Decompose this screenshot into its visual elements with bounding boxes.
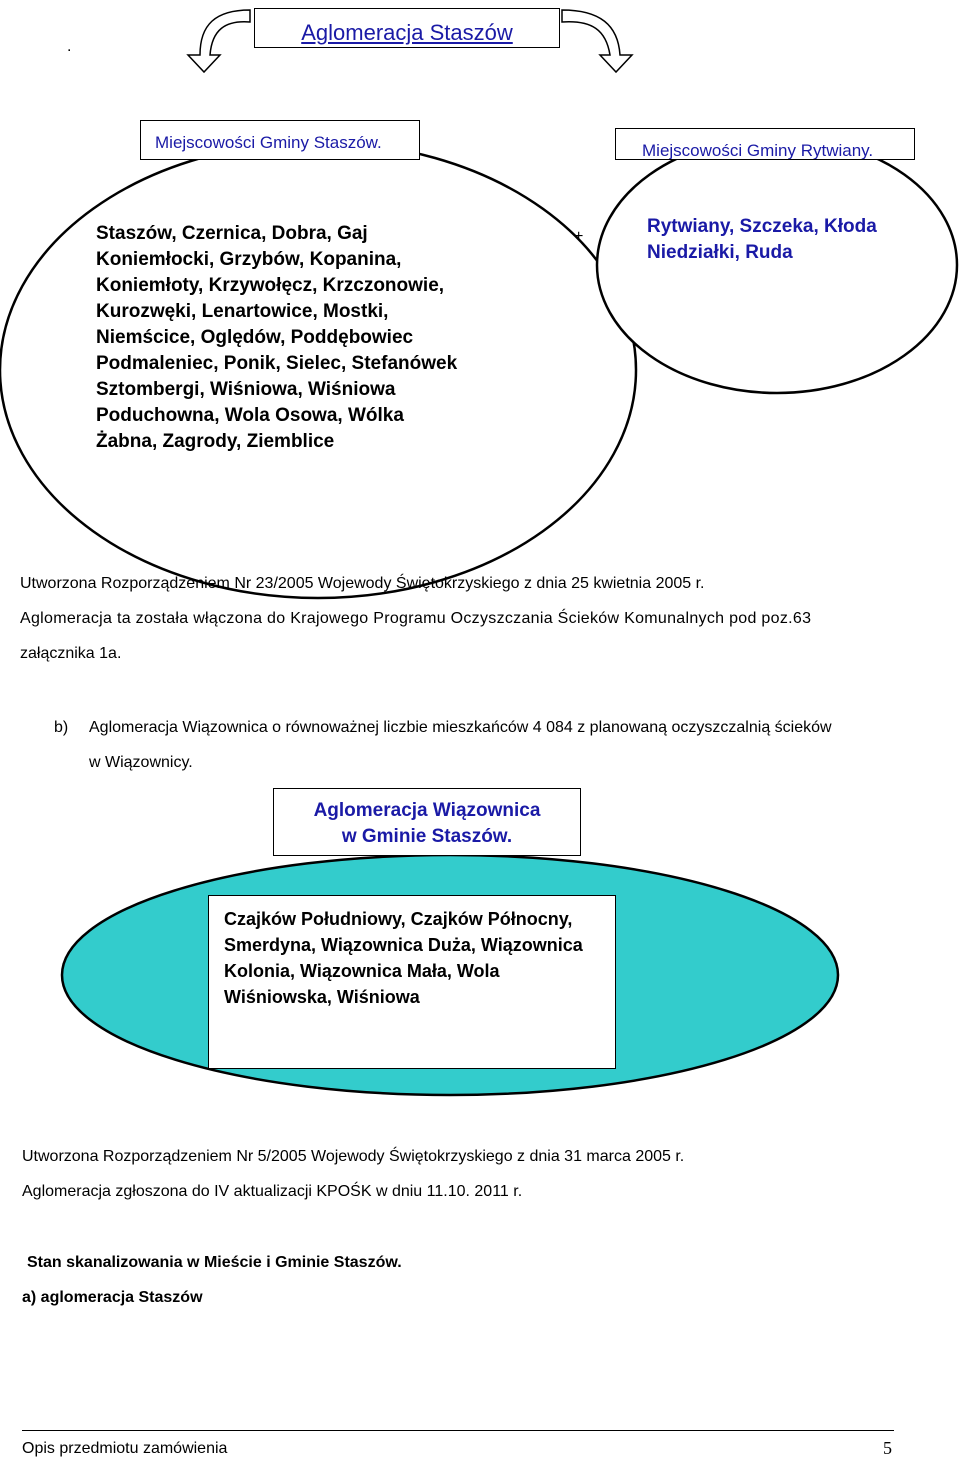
page-title: Aglomeracja Staszów: [301, 20, 513, 45]
rytwiany-localities-list: [647, 214, 877, 266]
section-heading: Stan skanalizowania w Mieście i Gminie Staszów.: [27, 1254, 402, 1271]
wiazownica-title-line2: w Gminie Staszów.: [341, 826, 513, 847]
footer-rule: [22, 1430, 894, 1431]
staszow-gmina-box: [140, 120, 420, 160]
right-curved-arrow-icon: [562, 10, 632, 72]
wiazownica-title-line1: Aglomeracja Wiązownica: [313, 800, 541, 821]
list-item: Smerdyna, Wiązownica Duża, Wiązownica: [224, 935, 583, 955]
text-line: załącznika 1a.: [20, 645, 122, 662]
text-line: Aglomeracja Wiązownica o równoważnej liczbie mieszkańców 4 084 z planowaną oczyszczalnią ścieków: [89, 719, 832, 736]
page-number: 5: [883, 1438, 892, 1458]
list-item: Kolonia, Wiązownica Mała, Wola: [224, 961, 500, 981]
stray-dot: .: [67, 38, 72, 55]
list-item: Koniemłocki, Grzybów, Kopanina,: [96, 249, 402, 270]
list-item: Żabna, Zagrody, Ziemblice: [96, 431, 335, 452]
list-item: Rytwiany, Szczeka, Kłoda: [647, 216, 877, 237]
list-item: Niedziałki, Ruda: [647, 242, 793, 263]
text-line: Aglomeracja zgłoszona do IV aktualizacji KPOŚK w dniu 11.10. 2011 r.: [22, 1183, 523, 1200]
list-item: Sztombergi, Wiśniowa, Wiśniowa: [96, 379, 396, 400]
list-item: Wiśniowska, Wiśniowa: [224, 987, 420, 1007]
text-line: Utworzona Rozporządzeniem Nr 5/2005 Wojewody Świętokrzyskiego z dnia 31 marca 2005 r.: [22, 1148, 685, 1165]
footer-title: Opis przedmiotu zamówienia: [22, 1440, 228, 1457]
list-item: Czajków Południowy, Czajków Północny,: [224, 909, 573, 929]
list-item: Staszów, Czernica, Dobra, Gaj: [96, 223, 368, 244]
item-b-text: [89, 718, 949, 773]
staszow-localities-list: [96, 221, 457, 455]
text-line: Utworzona Rozporządzeniem Nr 23/2005 Wojewody Świętokrzyskiego z dnia 25 kwietnia 2005 r.: [20, 575, 705, 592]
list-item: Koniemłoty, Krzywołęcz, Krzczonowie,: [96, 275, 445, 296]
list-item: Kurozwęki, Lenartowice, Mostki,: [96, 301, 389, 322]
plus-sign: +: [574, 228, 584, 245]
staszow-gmina-label: Miejscowości Gminy Staszów.: [155, 133, 382, 152]
left-curved-arrow-icon: [188, 10, 250, 72]
list-item: Niemścice, Oględów, Poddębowiec: [96, 327, 414, 348]
wiazownica-title-box: [273, 788, 581, 856]
title-box: [254, 8, 560, 48]
rytwiany-gmina-label: Miejscowości Gminy Rytwiany.: [642, 141, 874, 160]
wiazownica-localities-list: [224, 906, 583, 1010]
text-line: w Wiązownicy.: [89, 754, 193, 771]
regulation-note-staszow: [20, 574, 940, 664]
item-b-marker: b): [54, 719, 69, 736]
section-subheading: a) aglomeracja Staszów: [22, 1289, 203, 1306]
rytwiany-gmina-box: [615, 128, 915, 160]
list-item: Podmaleniec, Ponik, Sielec, Stefanówek: [96, 353, 458, 374]
text-line: Aglomeracja ta została włączona do Krajowego Programu Oczyszczania Ścieków Komunalnych pod poz.63: [20, 610, 812, 627]
wiazownica-localities-box: [208, 895, 616, 1069]
list-item: Poduchowna, Wola Osowa, Wólka: [96, 405, 404, 426]
regulation-note-wiazownica: [22, 1147, 942, 1202]
